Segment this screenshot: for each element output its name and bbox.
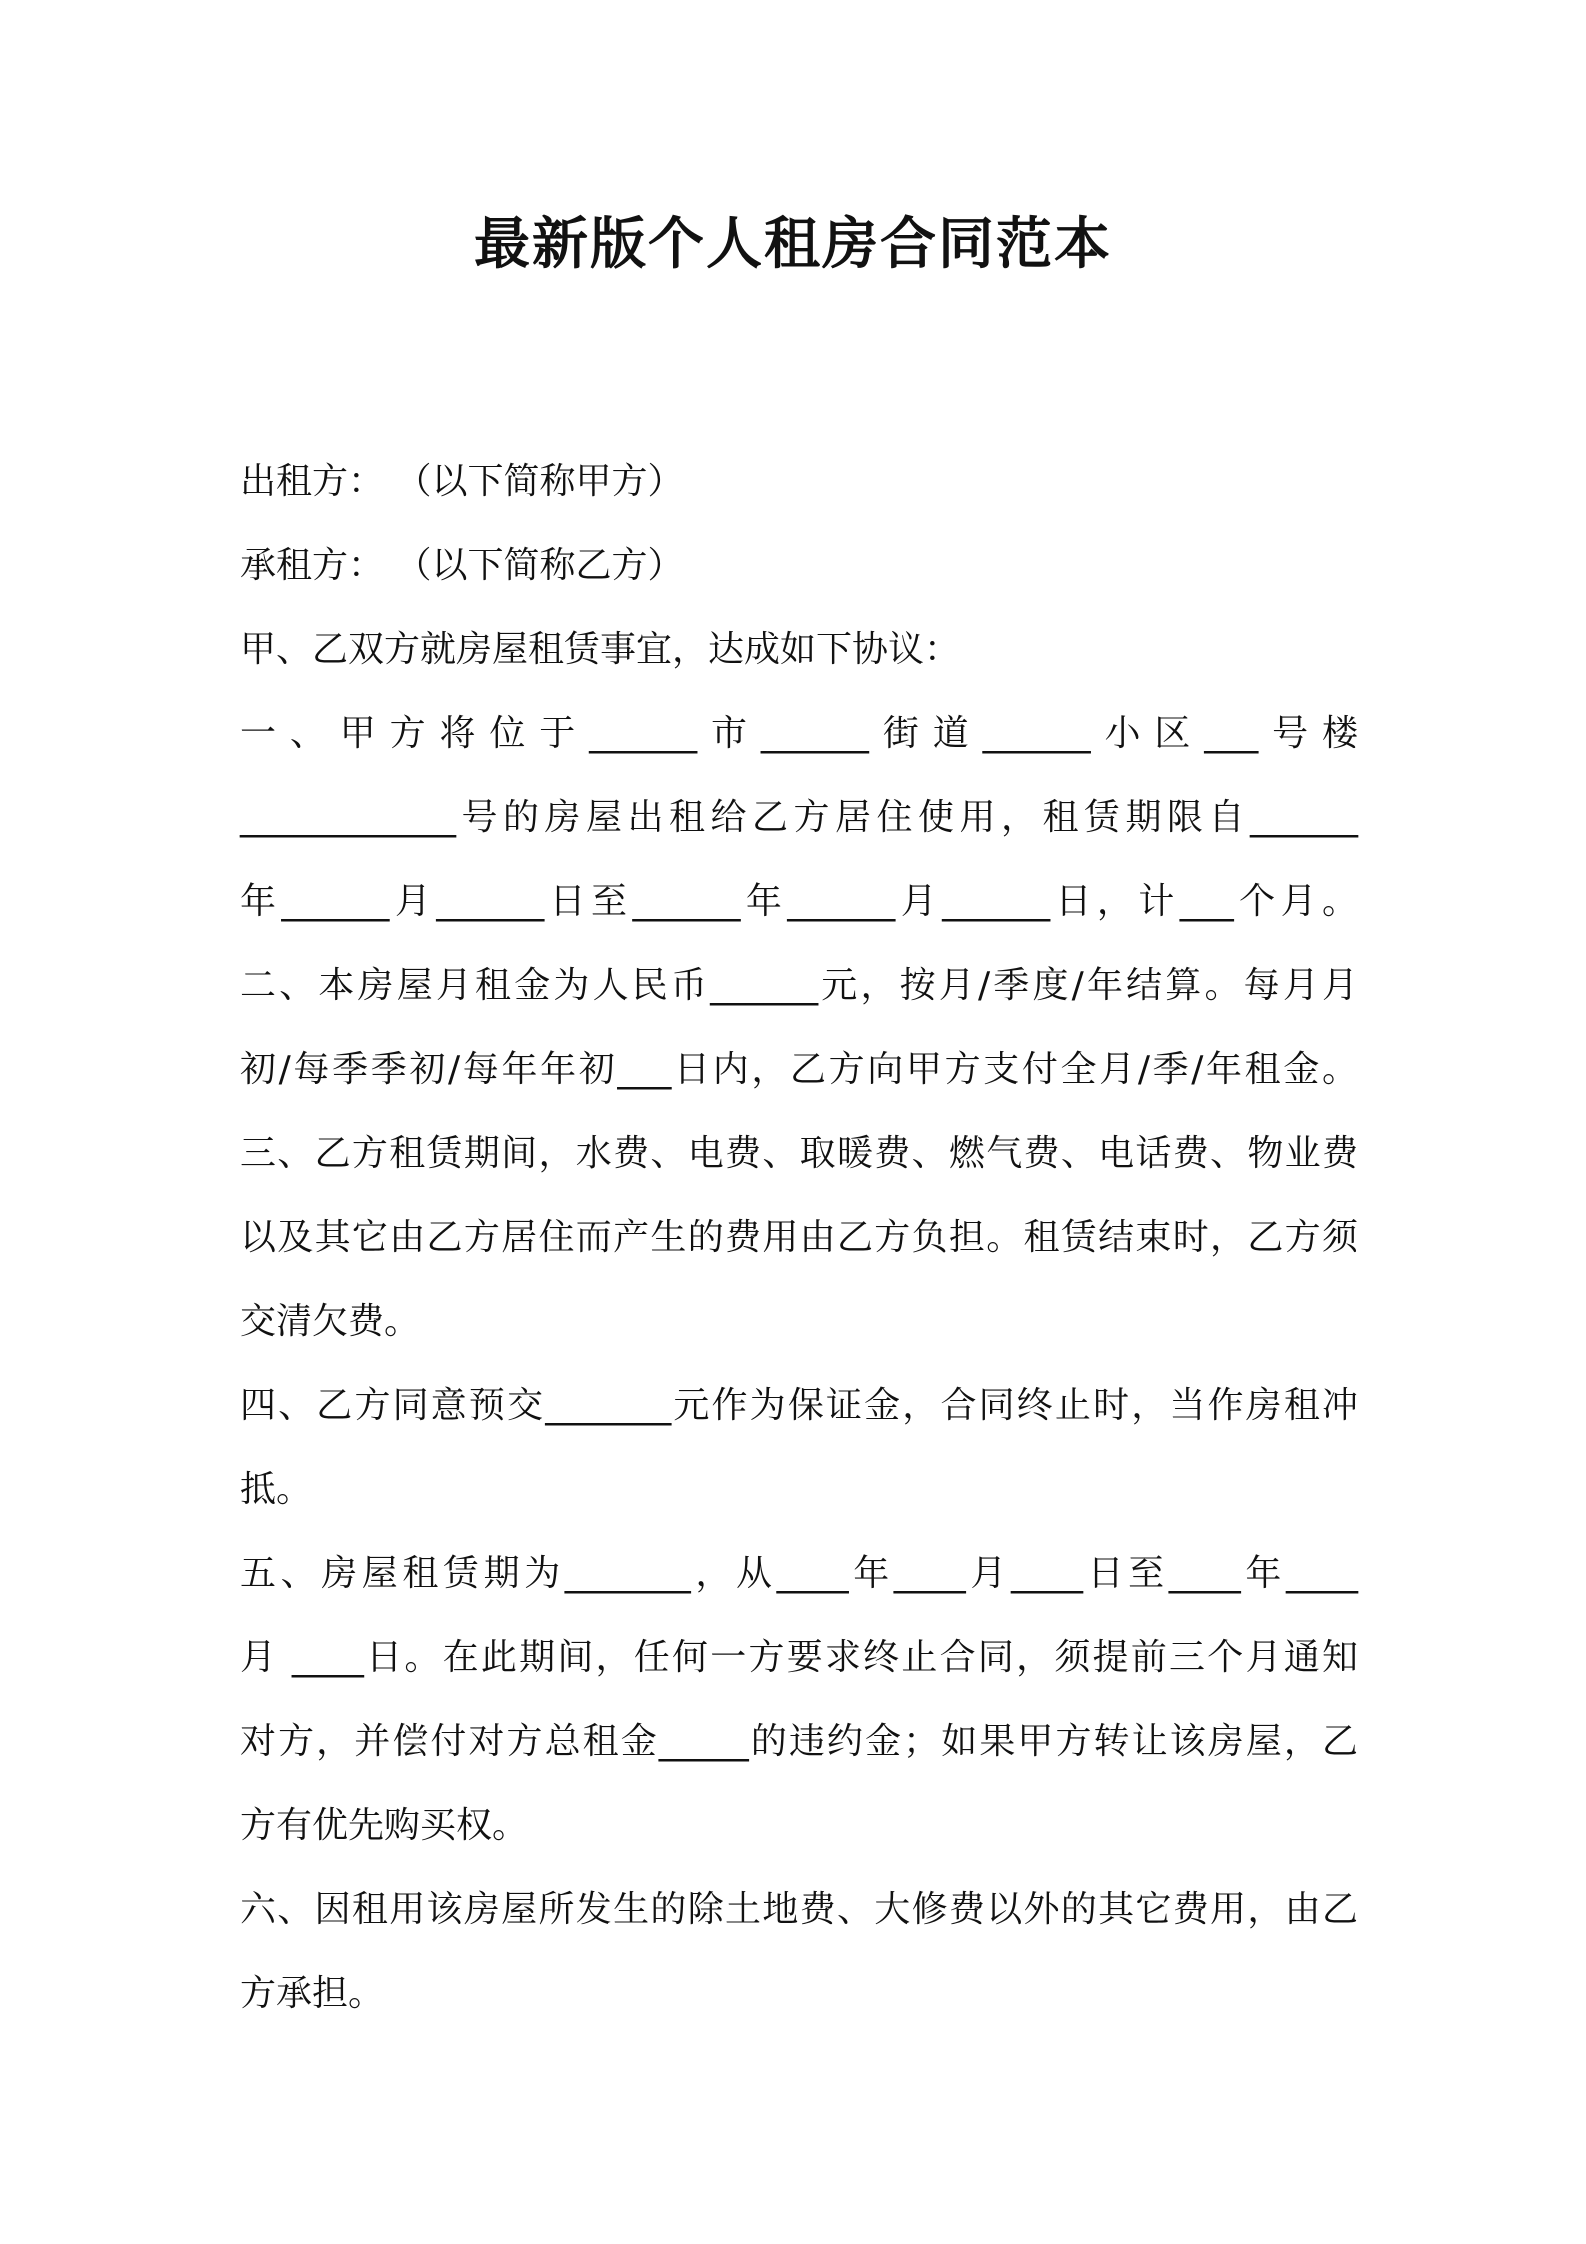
clause-2-line-1: 二、本房屋月租金为人民币______元，按月/季度/年结算。每月月 bbox=[240, 965, 1358, 1006]
clause-4-line-2: 抵。 bbox=[240, 1469, 313, 1510]
document-title: 最新版个人租房合同范本 bbox=[474, 212, 1112, 277]
contract-body bbox=[240, 440, 1358, 2036]
lessee-line: 承租方： （以下简称乙方） bbox=[240, 545, 684, 586]
clause-5-line-4: 方有优先购买权。 bbox=[240, 1805, 529, 1846]
clause-4-line-1: 四、乙方同意预交_______元作为保证金，合同终止时，当作房租冲 bbox=[240, 1385, 1358, 1426]
clause-3-line-2: 以及其它由乙方居住而产生的费用由乙方负担。租赁结束时，乙方须 bbox=[240, 1217, 1358, 1258]
clause-1-line-1: 一、甲方将位于______市______街道______小区___号楼 bbox=[240, 713, 1358, 754]
clause-3-line-1: 三、乙方租赁期间，水费、电费、取暖费、燃气费、电话费、物业费 bbox=[240, 1133, 1358, 1174]
lessor-line: 出租方： （以下简称甲方） bbox=[240, 461, 684, 502]
clause-6-line-2: 方承担。 bbox=[240, 1973, 385, 2014]
clause-6-line-1: 六、因租用该房屋所发生的除土地费、大修费以外的其它费用，由乙 bbox=[240, 1889, 1358, 1930]
clause-5-line-2: 月 ____日。在此期间，任何一方要求终止合同，须提前三个月通知 bbox=[240, 1637, 1358, 1678]
clause-1-line-2: ____________号的房屋出租给乙方居住使用，租赁期限自______ bbox=[240, 797, 1358, 838]
clause-2-line-2: 初/每季季初/每年年初___日内，乙方向甲方支付全月/季/年租金。 bbox=[240, 1049, 1358, 1090]
clause-5-line-3: 对方，并偿付对方总租金_____的违约金；如果甲方转让该房屋，乙 bbox=[240, 1721, 1358, 1762]
clause-3-line-3: 交清欠费。 bbox=[240, 1301, 421, 1342]
clause-1-line-3: 年______月______日至______年______月______日，计___个月。 bbox=[240, 881, 1358, 922]
agreement-intro: 甲、乙双方就房屋租赁事宜，达成如下协议： bbox=[240, 629, 961, 670]
clause-5-line-1: 五、房屋租赁期为_______，从____年____月____日至____年____ bbox=[240, 1553, 1358, 1594]
